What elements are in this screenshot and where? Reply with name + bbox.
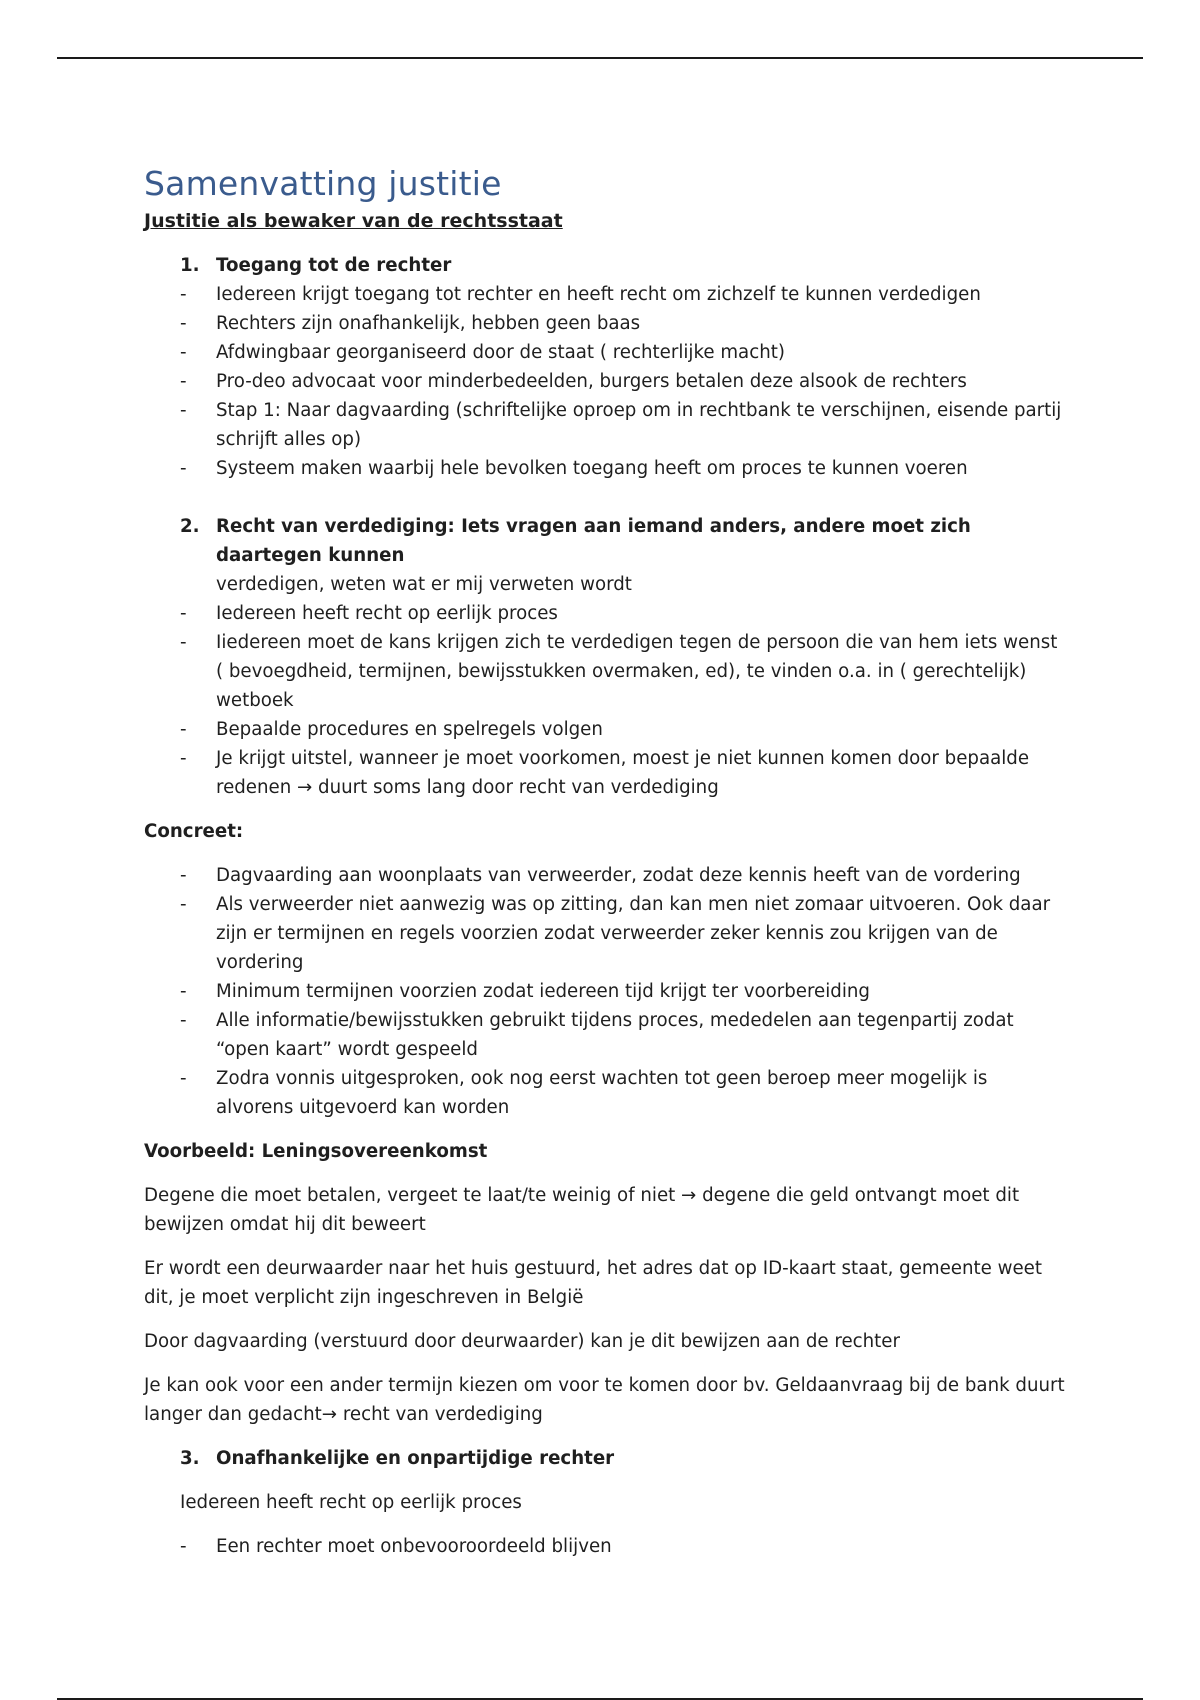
list-item: - Stap 1: Naar dagvaarding (schriftelijke oproep om in rechtbank te verschijnen, eisende partij schrijft alles op) <box>144 396 1069 454</box>
list-item: - Zodra vonnis uitgesproken, ook nog eerst wachten tot geen beroep meer mogelijk is alvorens uitgevoerd kan worden <box>144 1064 1069 1122</box>
section-1 <box>144 251 1069 483</box>
list-item: - Een rechter moet onbevooroordeeld blijven <box>144 1532 1069 1561</box>
list-item: - Als verweerder niet aanwezig was op zitting, dan kan men niet zomaar uitvoeren. Ook daar zijn er termijnen en regels voorzien zodat verweerder zeker kennis zou krijgen van de vordering <box>144 890 1069 977</box>
list-item: - Iedereen krijgt toegang tot rechter en heeft recht om zichzelf te kunnen verdedigen <box>144 280 1069 309</box>
list-item: - Bepaalde procedures en spelregels volgen <box>144 715 1069 744</box>
section-2-heading: 2. Recht van verdediging: Iets vragen aan iemand anders, andere moet zich daartegen kunnen <box>180 515 971 566</box>
list-item: - Minimum termijnen voorzien zodat iedereen tijd krijgt ter voorbereiding <box>144 977 1069 1006</box>
section-2-heading-continuation: verdedigen, weten wat er mij verweten wordt <box>216 573 632 595</box>
paragraph: Iedereen heeft recht op eerlijk proces <box>180 1491 522 1513</box>
paragraph: Er wordt een deurwaarder naar het huis gestuurd, het adres dat op ID-kaart staat, gemeente weet dit, je moet verplicht zijn ingeschreven in België <box>144 1257 1042 1308</box>
voorbeeld-heading: Voorbeeld: Leningsovereenkomst <box>144 1140 488 1162</box>
list-item: - Alle informatie/bewijsstukken gebruikt tijdens proces, mededelen aan tegenpartij zodat “open kaart” wordt gespeeld <box>144 1006 1069 1064</box>
list-item: - Iiedereen moet de kans krijgen zich te verdedigen tegen de persoon die van hem iets wenst ( bevoegdheid, termijnen, bewijsstukken overmaken, ed), te vinden o.a. in ( gerechtelijk) wetboek <box>144 628 1069 715</box>
list-item: - Iedereen heeft recht op eerlijk proces <box>144 599 1069 628</box>
section-3-heading: 3. Onafhankelijke en onpartijdige rechter <box>180 1447 615 1469</box>
list-item: - Rechters zijn onafhankelijk, hebben geen baas <box>144 309 1069 338</box>
section-2 <box>144 512 1069 802</box>
list-item: - Pro-deo advocaat voor minderbedeelden, burgers betalen deze alsook de rechters <box>144 367 1069 396</box>
document-title: Samenvatting justitie <box>144 164 502 203</box>
document-subtitle: Justitie als bewaker van de rechtsstaat <box>144 209 563 232</box>
list-item: - Je krijgt uitstel, wanneer je moet voorkomen, moest je niet kunnen komen door bepaalde redenen → duurt soms lang door recht van verdediging <box>144 744 1069 802</box>
paragraph: Je kan ook voor een ander termijn kiezen om voor te komen door bv. Geldaanvraag bij de bank duurt langer dan gedacht→ recht van verdediging <box>144 1374 1065 1425</box>
paragraph: Door dagvaarding (verstuurd door deurwaarder) kan je dit bewijzen aan de rechter <box>144 1330 900 1352</box>
concreet-heading: Concreet: <box>144 820 244 842</box>
list-item: - Dagvaarding aan woonplaats van verweerder, zodat deze kennis heeft van de vordering <box>144 861 1069 890</box>
header-rule <box>57 57 1143 59</box>
paragraph: Degene die moet betalen, vergeet te laat/te weinig of niet → degene die geld ontvangt moet dit bewijzen omdat hij dit beweert <box>144 1184 1020 1235</box>
section-1-heading: 1. Toegang tot de rechter <box>180 254 452 276</box>
document-body <box>144 165 1069 1561</box>
list-item: - Afdwingbaar georganiseerd door de staat ( rechterlijke macht) <box>144 338 1069 367</box>
list-item: - Systeem maken waarbij hele bevolken toegang heeft om proces te kunnen voeren <box>144 454 1069 483</box>
concreet-list <box>144 861 1069 1122</box>
section-3 <box>144 1444 1069 1561</box>
